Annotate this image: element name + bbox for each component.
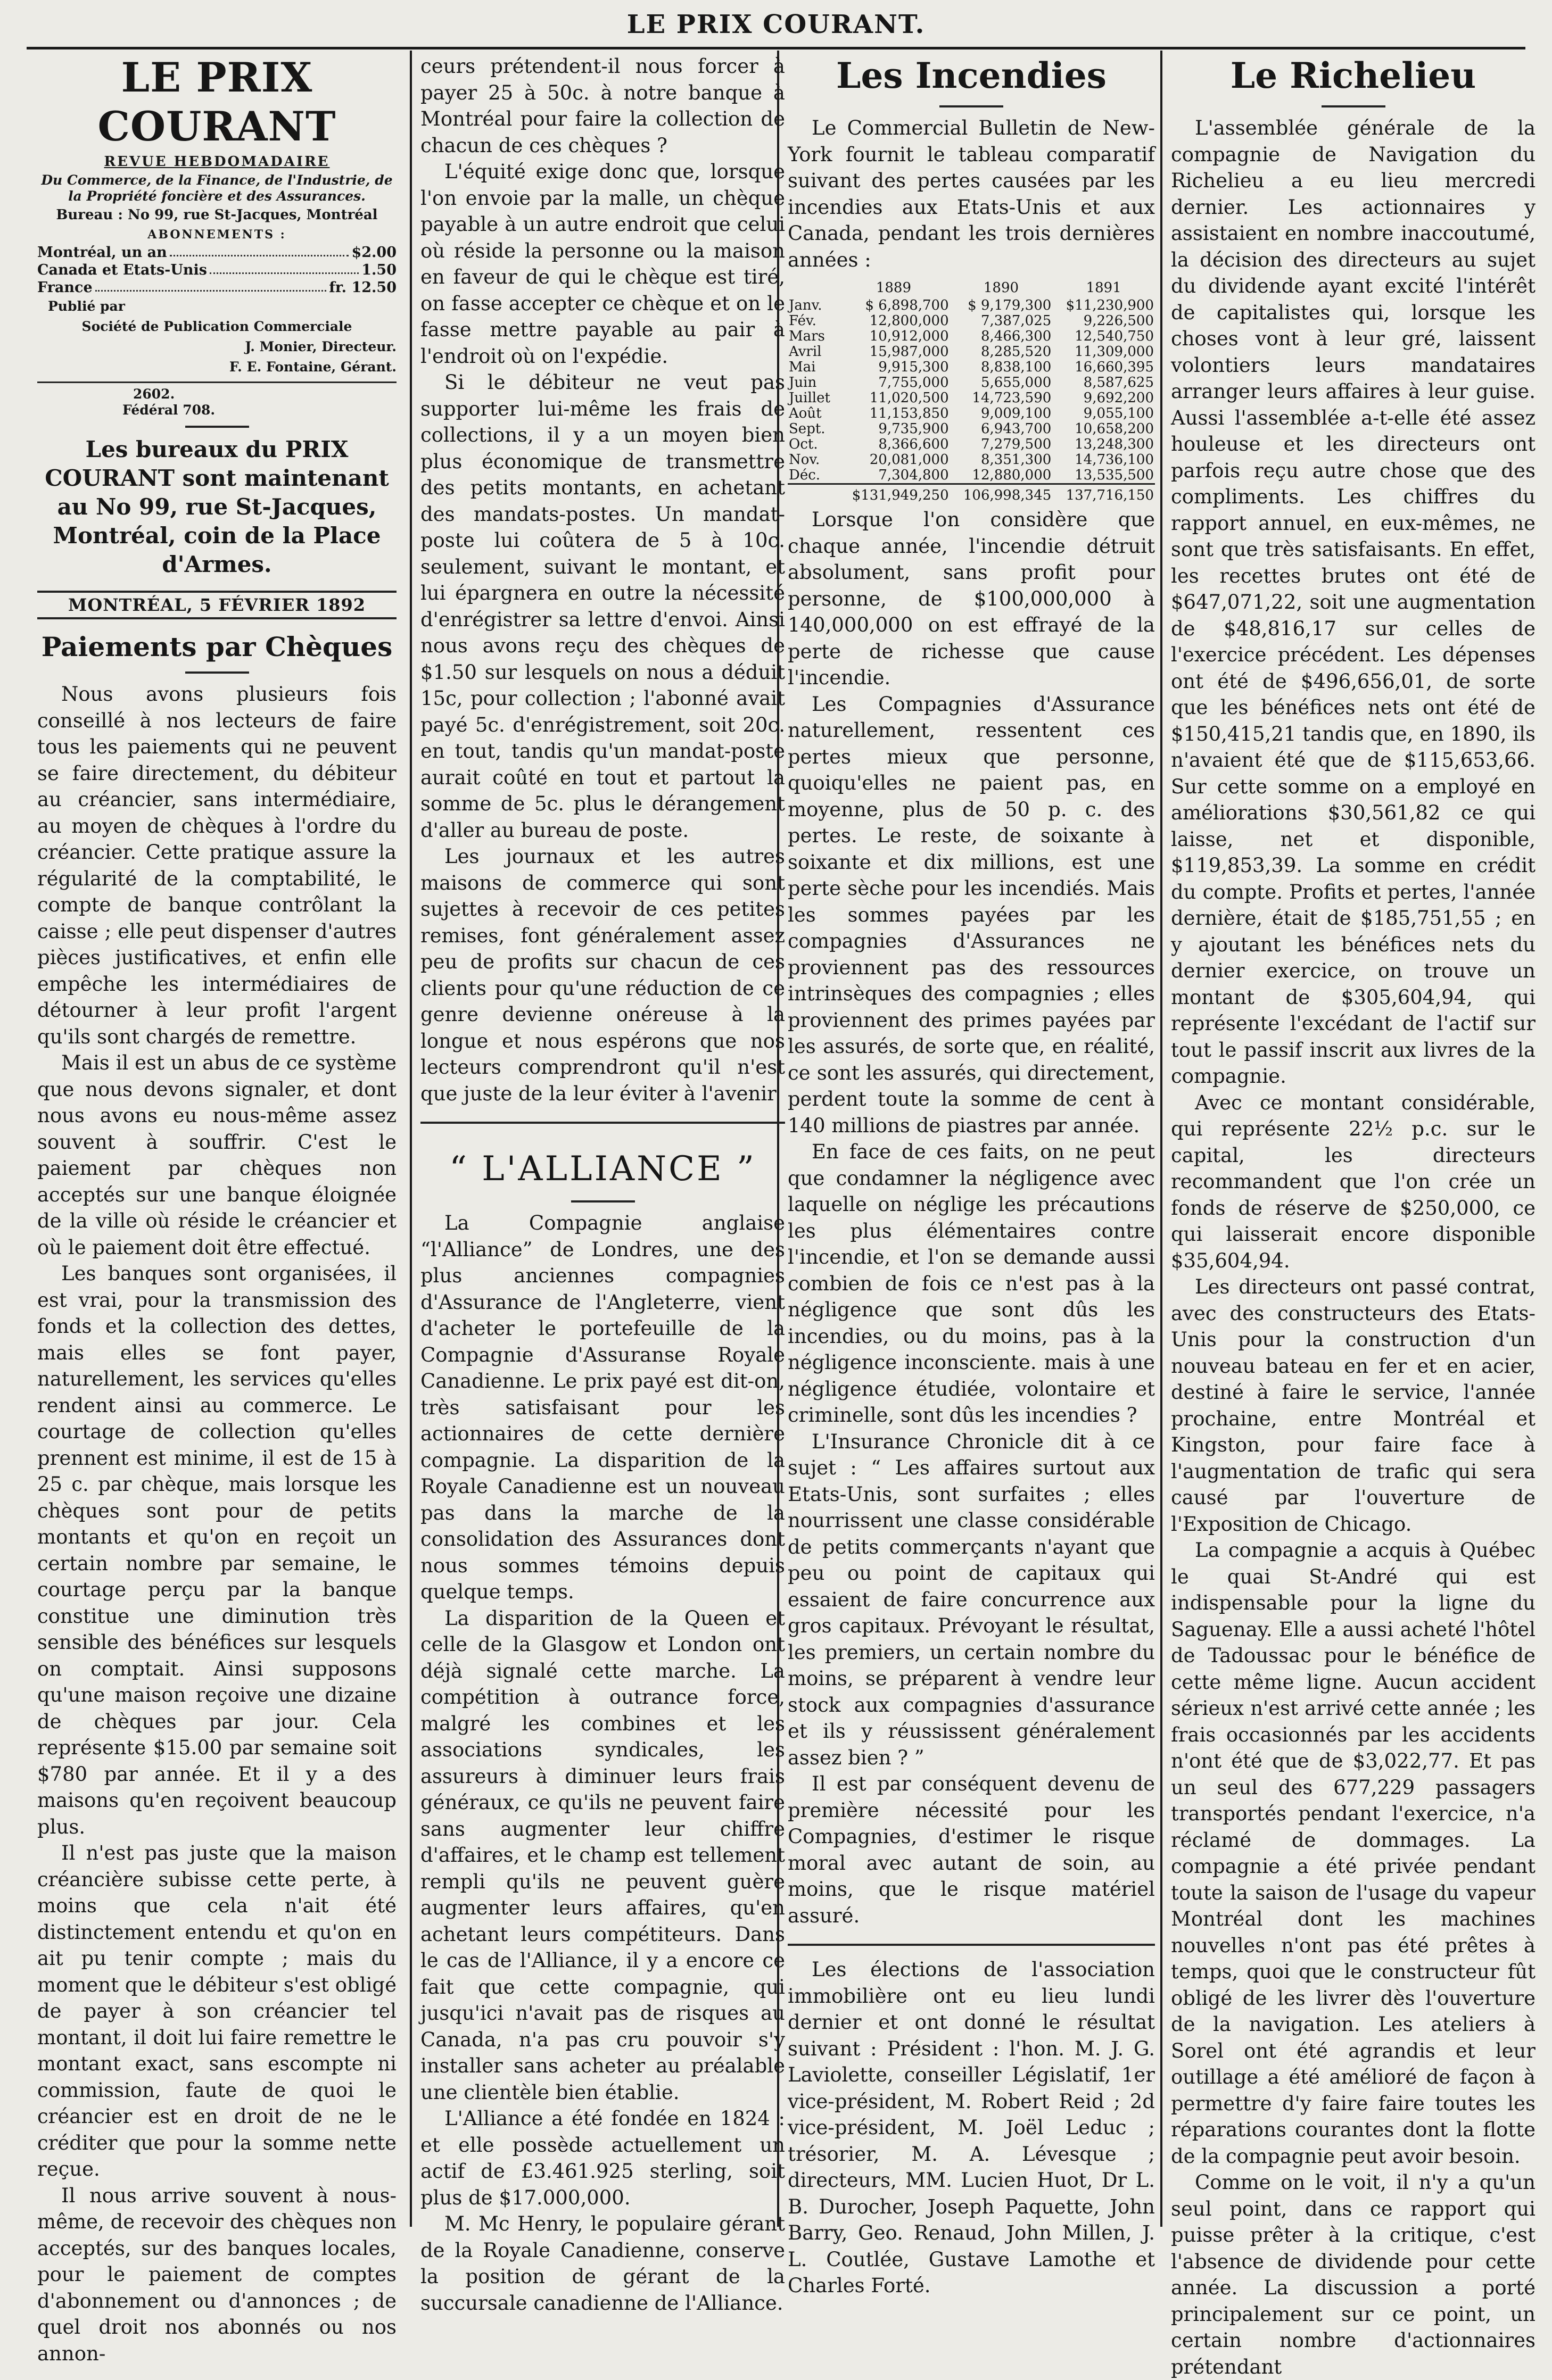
month-cell: Juin (789, 375, 817, 391)
article-paragraph: M. Mc Henry, le populaire gérant de la Royale Canadienne, conserve la position de gérant de la succursale canadienne de l'Alliance. (420, 2212, 785, 2315)
month-cell: Sept. (789, 421, 825, 437)
dateline: MONTRÉAL, 5 FÉVRIER 1892 (37, 591, 397, 619)
article-title-alliance: “ L'ALLIANCE ” (449, 1149, 756, 1189)
table-row (788, 437, 1155, 452)
value-cell: 8,587,625 (1083, 375, 1154, 391)
value-cell: $ 9,179,300 (968, 297, 1052, 313)
value-cell: 12,540,750 (1075, 328, 1154, 344)
article-paragraph: En face de ces faits, on ne peut que condamner la négligence avec laquelle on néglige les précautions les plus élémentaires contre l'incendie, et l'on se demande aussi combien de fois ce n'est pas à la négligence que sont dûs les incendies, ou du moins, pas à la négligence inconsciente. mais à une négligence étudiée, volontaire et criminelle, sont dûs les incendies ? (788, 1140, 1155, 1427)
article-paragraph: Mais il est un abus de ce système que nous devons signaler, et dont nous avons eu nous-même assez souvent à souffrir. C'est le paiement par chèques non acceptés sur une banque éloignée de la ville où réside le créancier et où le paiement doit être effectué. (37, 1051, 397, 1259)
year-header: 1891 (1086, 280, 1121, 296)
month-cell: Oct. (789, 436, 818, 452)
month-cell: Nov. (789, 452, 820, 468)
value-cell: 9,915,300 (878, 359, 949, 375)
value-cell: 16,660,395 (1075, 359, 1154, 375)
value-cell: $ 6,898,700 (865, 297, 949, 313)
table-row (788, 329, 1155, 344)
value-cell: 11,309,000 (1075, 344, 1154, 360)
value-cell: 14,736,100 (1075, 452, 1154, 468)
rate-label: Canada et Etats-Unis (37, 262, 207, 278)
value-cell: 15,987,000 (869, 344, 949, 360)
column-1 (37, 53, 397, 2365)
article-paragraph: Si le débiteur ne veut pas supporter lui-même les frais de collections, il y a un moyen bien plus économique de transmettre des petits montants, en achetant des mandats-postes. Un mandat-poste lui coûtera de 5 à 10c. seulement, suivant le montant, et lui épargnera en outre la nécessité d'enrégistrer sa lettre d'envoi. Ainsi nous avons reçu des chèques de $1.50 sur lesquels on nous a déduit 15c, pour collection ; l'abonné avait payé 5c. d'enrégistrement, soit 20c. en tout, tandis qu'un mandat-poste aurait coûté en tout et partout la somme de 5c. plus le dérangement d'aller au bureau de poste. (420, 371, 785, 842)
value-cell: 8,366,600 (878, 436, 949, 452)
article-paragraph: La disparition de la Queen et celle de la Glasgow et London ont déjà signalé cette marche. La compétition à outrance force, malgré les combines et les associations syndicales, les assureurs à diminuer leurs frais généraux, ce qu'ils ne peuvent faire sans augmenter leur chiffre d'affaires, et le champ est tellement rempli qu'ils ne peuvent guère augmenter leurs affaires, qu'en achetant leurs compétiteurs. Dans le cas de l'Alliance, il y a encore ce fait que cette compagnie, qui jusqu'ici n'avait pas de risques au Canada, n'a pas cru pouvoir s'y installer sans acheter au préalable une clientèle bien établie. (420, 1606, 785, 2104)
article-paragraph: Il est par conséquent devenu de première nécessité pour les Compagnies, d'estimer le risque moral avec autant de soin, au moins, que le risque matériel assuré. (788, 1772, 1155, 1927)
value-cell: 6,943,700 (980, 421, 1052, 437)
total-cell: 106,998,345 (950, 484, 1053, 504)
article-paragraph: L'Alliance a été fondée en 1824 : et elle possède actuellement un actif de £3.461.925 sterling, soit plus de $17.000,000. (420, 2107, 785, 2209)
article-paragraph: La compagnie a acquis à Québec le quai St-André qui est indispensable pour la ligne du Saguenay. Elle a aussi acheté l'hôtel de Tadoussac pour le bénéfice de cette même ligne. Aucun accident sérieux n'est arrivé cette année ; les frais occasionnés par les accidents n'ont été que de $3,022,77. Et pas un seul des 677,229 passagers transportés pendant l'exercice, n'a réclamé de dommages. La compagnie a été privée pendant toute la saison de l'usage du vapeur Montréal dont les machines nouvelles n'ont pas été prêtes à temps, quoi que le constructeur fût obligé de les livrer dès l'ouverture de la navigation. Les ateliers à Sorel ont été agrandis et leur outillage a été amélioré de façon à permettre d'y faire faire toutes les réparations courantes dont la flotte de la compagnie peut avoir besoin. (1171, 1539, 1536, 2168)
value-cell: 8,466,300 (980, 328, 1052, 344)
publie-par: Publié par (48, 298, 125, 314)
month-cell: Fév. (789, 313, 816, 329)
masthead-revue: REVUE HEBDOMADAIRE (104, 154, 330, 170)
article-paragraph: L'assemblée générale de la compagnie de Navigation du Richelieu a eu lieu mercredi dernier. Les actionnaires y assistaient en nombre inaccoutumé, la décision des directeurs au sujet du dividende ayant excité l'intérêt de capitalistes qui, lorsque les choses vont à leur gré, laissent volontiers leurs mandataires arranger leurs affaires à leur guise. Aussi l'assemblée a-t-elle été assez houleuse et les directeurs ont parfois reçu autre chose que des compliments. Les chiffres du rapport annuel, en eux-mêmes, ne sont que très satisfaisants. En effet, les recettes brutes ont été de $647,071,22, soit une augmentation de $48,816,17 sur celles de l'exercice précédent. Les dépenses ont été de $496,656,01, de sorte que les bénéfices nets ont été de $150,415,21 tandis que, en 1890, ils n'avaient été que de $115,653,66. Sur cette somme on a employé en améliorations $30,561,82 ce qui laisse, net et disponible, $119,853,39. La somme en crédit du compte. Profits et pertes, l'année dernière, était de $185,751,55 ; en y ajoutant les bénéfices nets du dernier exercice, on trouve un montant de $305,604,94, qui représente l'excédant de l'actif sur tout le passif inscrit aux livres de la compagnie. (1171, 117, 1536, 1088)
rate-price: 1.50 (361, 262, 397, 278)
phone-exchange: Fédéral 708. (122, 402, 216, 418)
office-notice: Les bureaux du PRIX COURANT sont maintenant au No 99, rue St-Jacques, Montréal, coin de la Place d'Armes. (45, 436, 389, 577)
gerant-line: F. E. Fontaine, Gérant. (229, 359, 397, 375)
rate-price: fr. 12.50 (329, 279, 397, 296)
month-cell: Mars (789, 328, 825, 344)
rate-row (37, 244, 397, 261)
column-4 (1171, 53, 1536, 2378)
column-rule (410, 51, 412, 2227)
value-cell: 9,735,900 (878, 421, 949, 437)
article-paragraph: Les banques sont organisées, il est vrai, pour la transmission des fonds et la collection des dettes, mais elles se font payer, naturellement, les services qu'elles rendent ainsi au commerce. Le courtage de collection qu'elles prennent est minime, il est de 15 à 25 c. par chèque, mais lorsque les chèques sont pour de petits montants et qu'on en reçoit un certain nombre par semaine, le courtage perçu par la banque constitue une diminution très sensible des bénéfices sur lesquels on comptait. Ainsi supposons qu'une maison reçoive une dizaine de chèques par jour. Cela représente $15.00 par semaine soit $780 par année. Et il y a des maisons qu'en reçoivent beaucoup plus. (37, 1262, 397, 1838)
value-cell: 9,055,100 (1083, 405, 1154, 421)
column-rule (1160, 51, 1162, 2227)
article-paragraph: Il nous arrive souvent à nous-même, de recevoir des chèques non acceptés, sur des banques locales, pour le paiement de comptes d'abonnement ou d'annonces ; de quel droit nos abonnés ou nos annon- (37, 2184, 397, 2365)
elections-paragraph: Les élections de l'association immobilière ont eu lieu lundi dernier et ont donné le résultat suivant : Président : l'hon. M. J. G. Laviolette, conseiller Législatif, 1er vice-président, M. Robert Reid ; 2d vice-président, M. Joël Leduc ; trésorier, M. A. Lévesque ; directeurs, MM. Lucien Huot, Dr L. B. Durocher, Joseph Paquette, John Barry, Geo. Renaud, John Millen, J. L. Coutlée, Gustave Lamothe et Charles Forté. (788, 1958, 1155, 2297)
masthead-subtitle: Du Commerce, de la Finance, de l'Industrie, de la Propriété foncière et des Assurances. (41, 172, 393, 204)
article-paragraph: Comme on le voit, il n'y a qu'un seul point, dans ce rapport qui puisse prêter à la critique, c'est l'absence de dividende pour cette année. La discussion a porté principalement sur ce point, un certain nombre d'actionnaires prétendant (1171, 2171, 1536, 2378)
article-paragraph: Avec ce montant considérable, qui représente 22½ p.c. sur le capital, les directeurs recommandent que l'on crée un fonds de réserve de $250,000, ce qui laisserait encore disponible $35,604,94. (1171, 1091, 1536, 1272)
article-title-richelieu: Le Richelieu (1230, 55, 1476, 96)
value-cell: $11,230,900 (1066, 297, 1154, 313)
table-row (788, 313, 1155, 329)
table-header-row (788, 280, 1155, 298)
table-row (788, 375, 1155, 391)
value-cell: 5,655,000 (980, 375, 1052, 391)
article-paragraph: Le Commercial Bulletin de New-York fournit le tableau comparatif suivant des pertes causées par les incendies aux Etats-Unis et aux Canada, pendant les trois dernières années : (788, 117, 1155, 271)
value-cell: 12,800,000 (869, 313, 949, 329)
abonnements-heading: ABONNEMENTS : (147, 228, 286, 242)
year-header: 1889 (876, 280, 911, 296)
month-cell: Avril (789, 344, 822, 360)
article-paragraph: Nous avons plusieurs fois conseillé à nos lecteurs de faire tous les paiements qui ne peuvent se faire directement, du débiteur au créancier, sans intermédiaire, au moyen de chèques à l'ordre du créancier. Cette pratique assure la régularité de la comptabilité, le compte de banque contrôlant la caisse ; elle peut dispenser d'autres pièces justificatives, et enfin elle empêche les intermédiaires de détourner à leur profit l'argent qu'ils sont chargés de remettre. (37, 683, 397, 1048)
value-cell: 10,658,200 (1075, 421, 1154, 437)
article-paragraph: Les journaux et les autres maisons de commerce qui sont sujettes à recevoir de ces petites remises, font généralement assez peu de profits sur chacun de ces clients pour qu'une réduction de ce genre devienne onéreuse à la longue et nous espérons que nos lecteurs comprendront qu'il n'est que juste de la leur éviter à l'avenir (420, 845, 785, 1105)
article-paragraph: Lorsque l'on considère que chaque année, l'incendie détruit absolument, sans profit pour personne, de $100,000,000 à 140,000,000 on est effrayé de la perte de richesse que cause l'incendie. (788, 508, 1155, 689)
value-cell: 13,535,500 (1075, 467, 1154, 483)
societe-name: Société de Publication Commerciale (81, 319, 352, 334)
value-cell: 8,285,520 (980, 344, 1052, 360)
value-cell: 7,755,000 (878, 375, 949, 391)
total-cell: 137,716,150 (1052, 484, 1155, 504)
rate-label: Montréal, un an (37, 244, 167, 261)
table-row (788, 344, 1155, 360)
rate-label: France (37, 279, 93, 296)
month-cell: Juillet (789, 390, 830, 406)
table-total-row (788, 484, 1155, 504)
table-row (788, 421, 1155, 437)
masthead-title: LE PRIX COURANT (97, 54, 336, 150)
header-rule (27, 47, 1525, 49)
running-head: LE PRIX COURANT. (626, 10, 926, 39)
article-paragraph: L'équité exige donc que, lorsque l'on envoie par la malle, un chèque payable à un autre endroit que celui où réside la personne ou la maison en faveur de qui le chèque est tiré, on fasse accepter ce chèque et on le fasse mettre payable au pair à l'endroit où on l'expédie. (420, 160, 785, 368)
value-cell: 14,723,590 (972, 390, 1052, 406)
article-title-incendies: Les Incendies (836, 55, 1107, 96)
value-cell: 9,692,200 (1083, 390, 1154, 406)
value-cell: 20,081,000 (869, 452, 949, 468)
column-2 (420, 53, 785, 2315)
total-cell: $131,949,250 (837, 484, 950, 504)
value-cell: 9,226,500 (1083, 313, 1154, 329)
value-cell: 11,153,850 (869, 405, 949, 421)
value-cell: 8,351,300 (980, 452, 1052, 468)
month-cell: Déc. (789, 467, 821, 483)
table-row (788, 298, 1155, 313)
rate-price: $2.00 (351, 244, 397, 261)
directeur-line: J. Monier, Directeur. (245, 339, 397, 354)
article-paragraph: Il n'est pas juste que la maison créancière subisse cette perte, à moins que cela n'ait été distinctement entendu et qu'on en ait pu tenir compte ; mais du moment que le débiteur s'est obligé de payer à son créancier tel montant, il doit lui faire remettre le montant exact, sans escompte ni commission, faute de quoi le créancier est en droit de ne le créditer que pour la somme nette reçue. (37, 1842, 397, 2180)
phone-number: 2602. (133, 386, 175, 402)
month-cell: Janv. (789, 297, 822, 313)
table-row (788, 468, 1155, 484)
table-row (788, 391, 1155, 406)
value-cell: 9,009,100 (980, 405, 1052, 421)
value-cell: 12,880,000 (972, 467, 1052, 483)
rate-row (37, 279, 397, 296)
masthead-bureau: Bureau : No 99, rue St-Jacques, Montréal (56, 207, 378, 223)
value-cell: 7,387,025 (980, 313, 1052, 329)
table-row (788, 452, 1155, 468)
table-row (788, 360, 1155, 375)
year-header: 1890 (983, 280, 1019, 296)
value-cell: 8,838,100 (980, 359, 1052, 375)
month-cell: Mai (789, 359, 816, 375)
table-row (788, 406, 1155, 421)
column-3 (788, 53, 1155, 2297)
fire-losses-table (788, 280, 1155, 503)
value-cell: 13,248,300 (1075, 436, 1154, 452)
value-cell: 7,304,800 (878, 467, 949, 483)
article-paragraph: Les directeurs ont passé contrat, avec des constructeurs des Etats-Unis pour la construction d'un nouveau bateau en fer et en acier, destiné à faire le service, l'année prochaine, entre Montréal et Kingston, pour faire face à l'augmentation de trafic qui sera causé par l'ouverture de l'Exposition de Chicago. (1171, 1275, 1536, 1536)
value-cell: 10,912,000 (869, 328, 949, 344)
month-cell: Août (789, 405, 822, 421)
article-paragraph: La Compagnie anglaise “l'Alliance” de Londres, une des plus anciennes compagnies d'Assurance de l'Angleterre, vient d'acheter le portefeuille de la Compagnie d'Assuranse Royale Canadienne. Le prix payé est dit-on, très satisfaisant pour les actionnaires de cette dernière compagnie. La disparition de la Royale Canadienne est un nouveau pas dans la marche de la consolidation des Assurances dont nous sommes témoins depuis quelque temps. (420, 1212, 785, 1603)
article-paragraph: ceurs prétendent-il nous forcer à payer 25 à 50c. à notre banque à Montréal pour faire la collection de chacun de ces chèques ? (420, 55, 785, 157)
article-paragraph: L'Insurance Chronicle dit à ce sujet : “ Les affaires surtout aux Etats-Unis, sont surfaites ; elles nourrissent une classe considérable de petits commerçants n'ayant que peu ou point de capitaux qui essaient de faire concurrence aux gros capitaux. Prévoyant le résultat, les premiers, un certain nombre du moins, se préparent à vendre leur stock aux compagnies d'assurance et ils y réussissent généralement assez bien ? ” (788, 1430, 1155, 1769)
article-paragraph: Les Compagnies d'Assurance naturellement, ressentent ces pertes mieux que personne, quoiqu'elles ne paient pas, en moyenne, plus de 50 p. c. des pertes. Le reste, de soixante à soixante et dix millions, est une perte sèche pour les incendiés. Mais les sommes payées par les compagnies d'Assurances ne proviennent pas des ressources intrinsèques des compagnies ; elles proviennent des primes payées par les assurés, de sorte que, en réalité, ce sont les assurés, qui directement, perdent toute la somme de cent à 140 millions de piastres par année. (788, 692, 1155, 1137)
value-cell: 7,279,500 (980, 436, 1052, 452)
rate-row (37, 261, 397, 279)
article-title-cheques: Paiements par Chèques (41, 631, 393, 662)
value-cell: 11,020,500 (869, 390, 949, 406)
